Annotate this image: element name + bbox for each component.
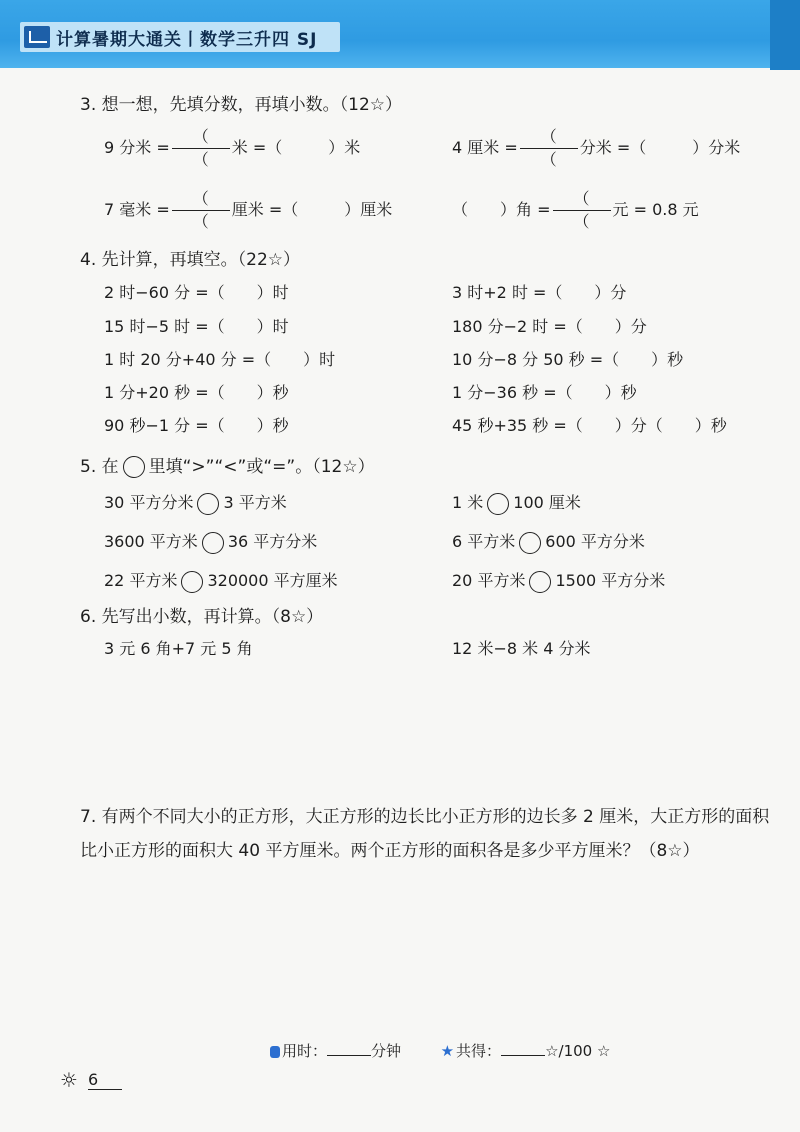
- book-icon: [24, 26, 50, 48]
- q3-item-4: （ ）角 = $\frac{(}{(}$ 元 = 0.8 元: [452, 189, 699, 231]
- q4-right-2: 180 分−2 时 =（ ）分: [452, 317, 647, 336]
- q4-right-1: 3 时+2 时 =（ ）分: [452, 283, 627, 302]
- q5-right-2: 6 平方米 600 平方分米: [452, 529, 645, 554]
- q5-left-2: 3600 平方米 36 平方分米: [104, 529, 317, 554]
- clock-icon: [270, 1046, 280, 1058]
- fraction: $\frac{(}{(}$: [553, 190, 611, 231]
- q6-right: 12 米−8 米 4 分米: [452, 639, 591, 658]
- q4-left-1: 2 时−60 分 =（ ）时: [104, 283, 289, 302]
- time-blank[interactable]: [327, 1041, 371, 1056]
- header-title: 计算暑期大通关丨数学三升四 SJ: [56, 29, 318, 50]
- header-corner: [770, 0, 800, 70]
- page-number: ☼ 6: [60, 1068, 122, 1092]
- q4-left-3: 1 时 20 分+40 分 =（ ）时: [104, 350, 336, 369]
- score-blank[interactable]: [501, 1041, 545, 1056]
- q3-title: 3. 想一想，先填分数，再填小数。（12☆）: [80, 95, 402, 115]
- q4-title: 4. 先计算，再填空。（22☆）: [80, 250, 300, 270]
- star-icon: ★: [440, 1042, 455, 1060]
- q3-item-3: 7 毫米 = $\frac{(}{(}$ 厘米 =（ ）厘米: [104, 189, 393, 231]
- q6-title: 6. 先写出小数，再计算。（8☆）: [80, 607, 324, 627]
- q4-left-4: 1 分+20 秒 =（ ）秒: [104, 383, 289, 402]
- fraction: $\frac{(}{(}$: [172, 128, 230, 169]
- sun-icon: ☼: [60, 1068, 78, 1092]
- q4-left-5: 90 秒−1 分 =（ ）秒: [104, 416, 289, 435]
- fraction: $\frac{(}{(}$: [172, 190, 230, 231]
- q4-right-3: 10 分−8 分 50 秒 =（ ）秒: [452, 350, 684, 369]
- compare-circle[interactable]: [529, 571, 551, 593]
- q4-right-4: 1 分−36 秒 =（ ）秒: [452, 383, 637, 402]
- circle-icon: [123, 456, 145, 478]
- footer: 用时： 分钟 ★ 共得： ☆/100 ☆: [270, 1040, 610, 1061]
- q6-left: 3 元 6 角+7 元 5 角: [104, 639, 253, 658]
- compare-circle[interactable]: [202, 532, 224, 554]
- fraction: $\frac{(}{(}$: [520, 128, 578, 169]
- q5-left-3: 22 平方米 320000 平方厘米: [104, 568, 338, 593]
- q5-title: 5. 在 里填“>”“<”或“=”。（12☆）: [80, 457, 375, 477]
- compare-circle[interactable]: [487, 493, 509, 515]
- header-banner: [0, 0, 800, 68]
- compare-circle[interactable]: [519, 532, 541, 554]
- header-tab: [20, 22, 340, 52]
- q4-right-5: 45 秒+35 秒 =（ ）分（ ）秒: [452, 416, 727, 435]
- q5-right-1: 1 米 100 厘米: [452, 490, 581, 515]
- compare-circle[interactable]: [181, 571, 203, 593]
- q5-right-3: 20 平方米 1500 平方分米: [452, 568, 665, 593]
- q3-item-2: 4 厘米 = $\frac{(}{(}$ 分米 =（ ）分米: [452, 127, 741, 169]
- q7-text: 7. 有两个不同大小的正方形，大正方形的边长比小正方形的边长多 2 厘米，大正方形的面积比小正方形的面积大 40 平方厘米。两个正方形的面积各是多少平方厘米？（8☆）: [80, 807, 770, 861]
- q5-left-1: 30 平方分米 3 平方米: [104, 490, 287, 515]
- q4-left-2: 15 时−5 时 =（ ）时: [104, 317, 289, 336]
- q3-item-1: 9 分米 = $\frac{(}{(}$ 米 =（ ）米: [104, 127, 361, 169]
- compare-circle[interactable]: [197, 493, 219, 515]
